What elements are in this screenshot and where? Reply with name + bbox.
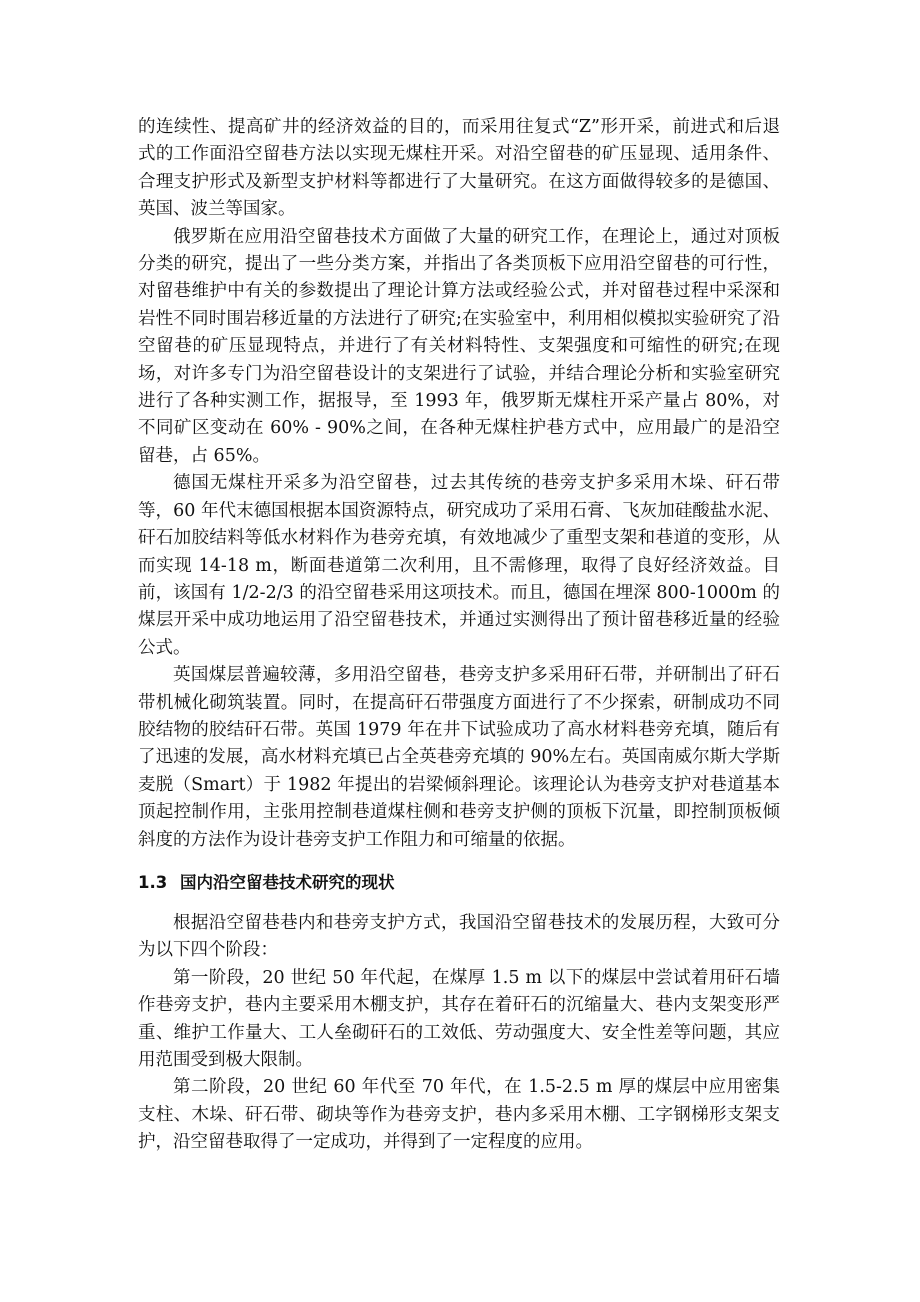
paragraph-6: 第一阶段，20 世纪 50 年代起，在煤厚 1.5 m 以下的煤层中尝试着用矸石墙作巷旁支护，巷内主要采用木棚支护，其存在着矸石的沉缩量大、巷内支架变形严重、维护工作量大、工人垒砌矸石的工效低、劳动强度大、安全性差等问题，其应用范围受到极大限制。 [138,967,780,1070]
paragraph-3: 德国无煤柱开采多为沿空留巷，过去其传统的巷旁支护多采用木垛、矸石带等，60 年代末德国根据本国资源特点，研究成功了采用石膏、飞灰加硅酸盐水泥、矸石加胶结料等低水材料作为巷旁充填，有效地减少了重型支架和巷道的变形，从而实现 14-18 m，断面巷道第二次利用，且不需修理，取得了良好经济效益。目前，该国有 1/2-2/3 的沿空留巷采用这项技术。而且，德国在埋深 800-1000m 的煤层开采中成功地运用了沿空留巷技术，并通过实测得出了预计留巷移近量的经验公式。 [138,473,780,658]
paragraph-5: 根据沿空留巷巷内和巷旁支护方式，我国沿空留巷技术的发展历程，大致可分为以下四个阶段： [138,912,780,961]
paragraph-2: 俄罗斯在应用沿空留巷技术方面做了大量的研究工作，在理论上，通过对顶板分类的研究，提出了一些分类方案，并指出了各类顶板下应用沿空留巷的可行性，对留巷维护中有关的参数提出了理论计算方法或经验公式，并对留巷过程中采深和岩性不同时围岩移近量的方法进行了研究;在实验室中，利用相似模拟实验研究了沿空留巷的矿压显现特点，并进行了有关材料特性、支架强度和可缩性的研究;在现场，对许多专门为沿空留巷设计的支架进行了试验，并结合理论分析和实验室研究进行了各种实测工作，据报导，至 1993 年，俄罗斯无煤柱开采产量占 80%，对不同矿区变动在 60% - 90%之间，在各种无煤柱护巷方式中，应用最广的是沿空留巷，占 65%。 [138,226,780,466]
section-number: 1.3 [138,872,168,892]
paragraph-7: 第二阶段，20 世纪 60 年代至 70 年代，在 1.5-2.5 m 厚的煤层中应用密集支柱、木垛、矸石带、砌块等作为巷旁支护，巷内多采用木棚、工字钢梯形支架支护，沿空留巷取得了一定成功，并得到了一定程度的应用。 [138,1077,780,1153]
paragraph-4: 英国煤层普遍较薄，多用沿空留巷，巷旁支护多采用矸石带，并研制出了矸石带机械化砌筑装置。同时，在提高矸石带强度方面进行了不少探索，研制成功不同胶结物的胶结矸石带。英国 1979 年在井下试验成功了高水材料巷旁充填，随后有了迅速的发展，高水材料充填已占全英巷旁充填的 90%左右。英国南威尔斯大学斯麦脱（Smart）于 1982 年提出的岩梁倾斜理论。该理论认为巷旁支护对巷道基本顶起控制作用，主张用控制巷道煤柱侧和巷旁支护侧的顶板下沉量，即控制顶板倾斜度的方法作为设计巷旁支护工作阻力和可缩量的依据。 [138,665,780,850]
section-heading [138,869,780,896]
section-title: 国内沿空留巷技术研究的现状 [180,872,395,892]
document-page [138,114,780,1157]
paragraph-1: 的连续性、提高矿井的经济效益的目的，而采用往复式“Z”形开采，前进式和后退式的工作面沿空留巷方法以实现无煤柱开采。对沿空留巷的矿压显现、适用条件、合理支护形式及新型支护材料等都进行了大量研究。在这方面做得较多的是德国、英国、波兰等国家。 [138,117,780,220]
